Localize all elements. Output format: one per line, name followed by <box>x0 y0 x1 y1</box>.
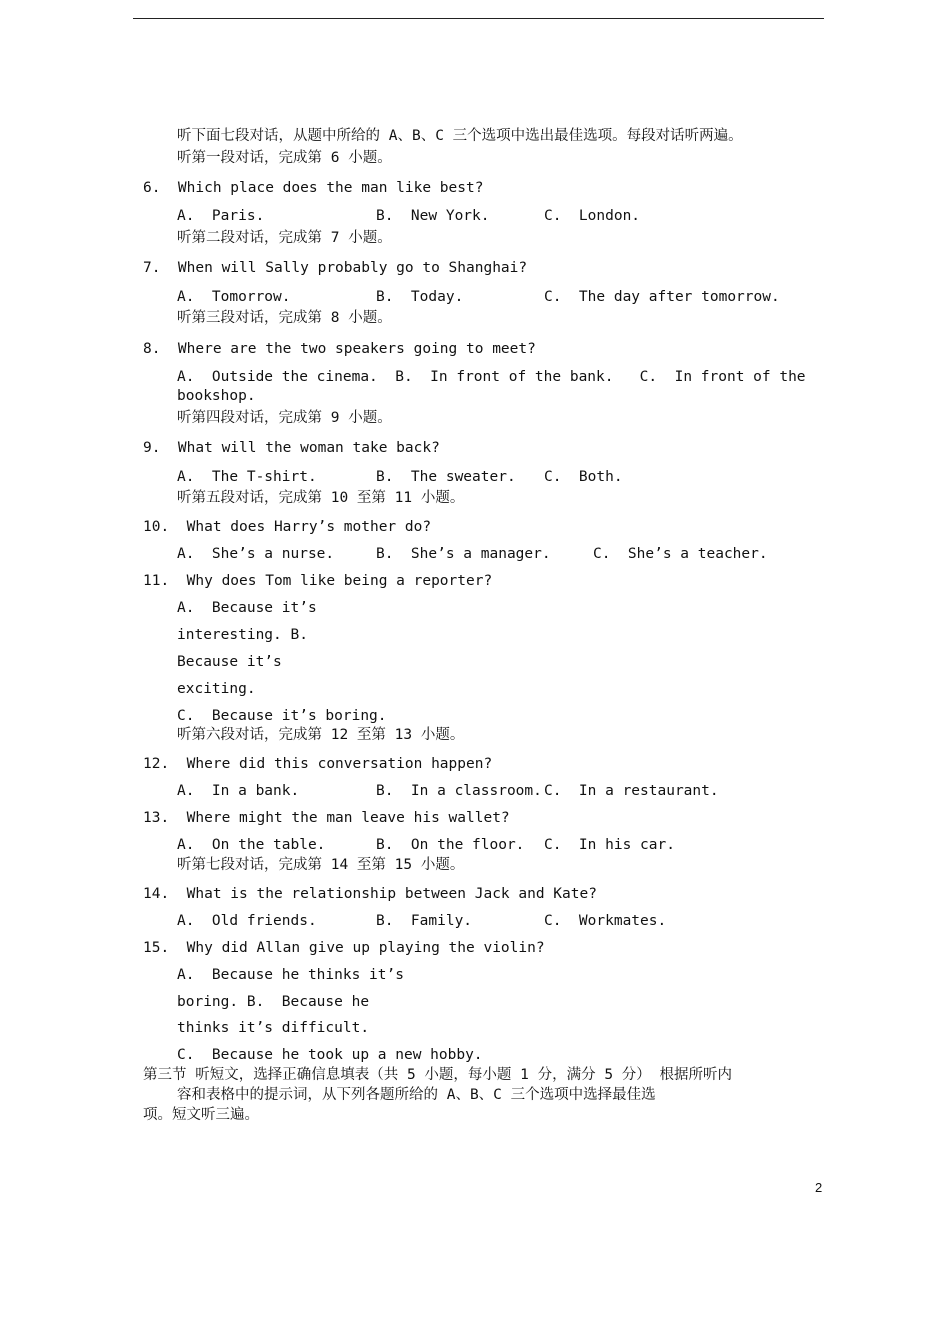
q9-option-b: B. The sweater. <box>376 469 516 485</box>
q7-option-a: A. Tomorrow. <box>177 289 291 305</box>
dialogue-5-instruction: 听第五段对话，完成第 10 至第 11 小题。 <box>177 490 465 506</box>
section-3-instruction-line-1: 第三节 听短文，选择正确信息填表（共 5 小题，每小题 1 分，满分 5 分） 根据所听内 <box>143 1067 733 1083</box>
question-8: 8. Where are the two speakers going to meet? <box>143 341 536 357</box>
question-6: 6. Which place does the man like best? <box>143 180 484 196</box>
q15-option-line-1: A. Because he thinks it’s <box>177 967 404 983</box>
q11-option-line-2: interesting. B. <box>177 627 308 643</box>
q12-option-c: C. In a restaurant. <box>544 783 719 799</box>
q12-option-b: B. In a classroom. <box>376 783 542 799</box>
dialogue-4-instruction: 听第四段对话，完成第 9 小题。 <box>177 410 392 426</box>
dialogue-1-instruction: 听第一段对话，完成第 6 小题。 <box>177 150 392 166</box>
q13-option-a: A. On the table. <box>177 837 326 853</box>
q12-option-a: A. In a bank. <box>177 783 300 799</box>
q8-options-continued: bookshop. <box>177 388 256 404</box>
question-12: 12. Where did this conversation happen? <box>143 756 493 772</box>
question-9: 9. What will the woman take back? <box>143 440 440 456</box>
question-13: 13. Where might the man leave his wallet? <box>143 810 510 826</box>
q11-option-line-4: exciting. <box>177 681 256 697</box>
q11-option-line-5: C. Because it’s boring. <box>177 708 387 724</box>
q8-options: A. Outside the cinema. B. In front of the bank. C. In front of the <box>177 369 806 385</box>
q9-option-c: C. Both. <box>544 469 623 485</box>
q9-option-a: A. The T-shirt. <box>177 469 317 485</box>
q14-option-c: C. Workmates. <box>544 913 667 929</box>
q6-option-a: A. Paris. <box>177 208 265 224</box>
q13-option-c: C. In his car. <box>544 837 675 853</box>
q10-option-c: C. She’s a teacher. <box>593 546 768 562</box>
q13-option-b: B. On the floor. <box>376 837 525 853</box>
question-14: 14. What is the relationship between Jack and Kate? <box>143 886 597 902</box>
question-15: 15. Why did Allan give up playing the violin? <box>143 940 545 956</box>
q11-option-line-3: Because it’s <box>177 654 282 670</box>
section-3-instruction-line-2: 容和表格中的提示词，从下列各题所给的 A、B、C 三个选项中选择最佳选 <box>177 1087 656 1103</box>
page-number: 2 <box>815 1180 823 1195</box>
q10-option-a: A. She’s a nurse. <box>177 546 335 562</box>
q14-option-b: B. Family. <box>376 913 473 929</box>
header-rule <box>133 18 824 19</box>
q6-option-b: B. New York. <box>376 208 490 224</box>
q11-option-line-1: A. Because it’s <box>177 600 317 616</box>
q14-option-a: A. Old friends. <box>177 913 317 929</box>
dialogue-6-instruction: 听第六段对话，完成第 12 至第 13 小题。 <box>177 727 465 743</box>
question-10: 10. What does Harry’s mother do? <box>143 519 432 535</box>
q7-option-c: C. The day after tomorrow. <box>544 289 780 305</box>
q7-option-b: B. Today. <box>376 289 464 305</box>
q10-option-b: B. She’s a manager. <box>376 546 551 562</box>
question-7: 7. When will Sally probably go to Shanghai? <box>143 260 528 276</box>
section-3-instruction-line-3: 项。短文听三遍。 <box>143 1107 259 1123</box>
dialogue-3-instruction: 听第三段对话，完成第 8 小题。 <box>177 310 392 326</box>
q15-option-line-2: boring. B. Because he <box>177 994 370 1010</box>
section-instruction: 听下面七段对话，从题中所给的 A、B、C 三个选项中选出最佳选项。每段对话听两遍。 <box>177 128 743 144</box>
dialogue-2-instruction: 听第二段对话，完成第 7 小题。 <box>177 230 392 246</box>
q6-option-c: C. London. <box>544 208 641 224</box>
q15-option-line-4: C. Because he took up a new hobby. <box>177 1047 483 1063</box>
q15-option-line-3: thinks it’s difficult. <box>177 1020 370 1036</box>
question-11: 11. Why does Tom like being a reporter? <box>143 573 493 589</box>
dialogue-7-instruction: 听第七段对话，完成第 14 至第 15 小题。 <box>177 857 465 873</box>
